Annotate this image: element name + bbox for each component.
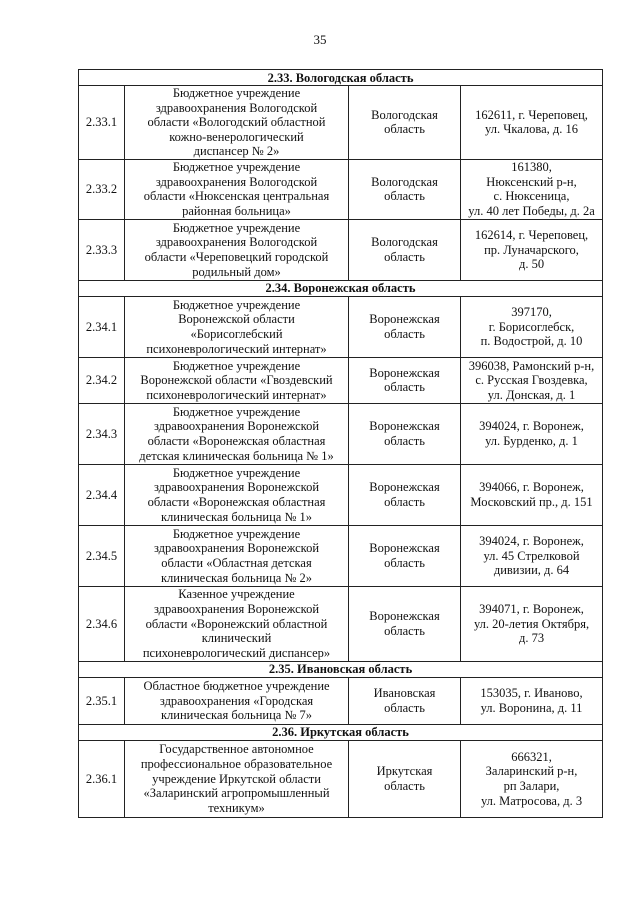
institution-name-line: психоневрологический интернат» [146,341,327,356]
address-line: 394071, г. Воронеж, [479,602,584,617]
address-line: п. Водострой, д. 10 [480,334,583,349]
registry-table [78,69,603,818]
institution-name-line: области «Нюксенская центральная [143,189,330,204]
address [461,357,603,403]
item-number: 2.36.1 [79,740,125,817]
address-line: Московский пр., д. 151 [470,494,593,509]
address-line: Заларинский р-н, [485,764,578,779]
region [349,740,461,817]
region-line: Воронежская [369,541,440,556]
region-line: Вологодская [371,235,438,250]
section-header-row [79,280,603,296]
section-header-row [79,70,603,86]
address-line: 394024, г. Воронеж, [479,419,584,434]
institution-name-line: Бюджетное учреждение [172,526,301,541]
region [349,586,461,661]
address [461,296,603,357]
registry-body [79,70,603,818]
address-line: 161380, [511,160,552,175]
address-line: ул. Чкалова, д. 16 [485,122,579,137]
institution-name [125,403,349,464]
institution-name-line: психоневрологический интернат» [146,387,327,402]
institution-name-line: здравоохранения Воронежской [153,602,320,617]
region-line: Иркутская [376,764,433,779]
item-number: 2.33.2 [79,159,125,219]
institution-name-line: Бюджетное учреждение [172,297,301,312]
institution-name-line: профессиональное образовательное [140,757,333,772]
region-line: Вологодская [371,174,438,189]
institution-name-line: Воронежской области «Гвоздевский [140,373,333,388]
region [349,86,461,160]
address [461,219,603,280]
region-line: область [384,122,425,137]
institution-name-line: Бюджетное учреждение [172,86,301,100]
institution-name-line: «Борисоглебский [190,326,283,341]
institution-name-line: кожно-венерологический [169,129,304,144]
region-line: Воронежская [369,419,440,434]
region-line: область [384,555,425,570]
institution-name-line: здравоохранения Вологодской [155,235,318,250]
institution-name-line: здравоохранения Вологодской [155,174,318,189]
table-row [79,159,603,219]
institution-name-line: здравоохранения Воронежской [153,480,320,495]
address [461,159,603,219]
institution-name-line: Областное бюджетное учреждение [143,679,330,694]
address-line: 153035, г. Иваново, [480,686,583,701]
item-number: 2.35.1 [79,677,125,724]
address-line: рп Залари, [503,778,560,793]
region-line: Воронежская [369,365,440,380]
table-row [79,586,603,661]
address-line: ул. Воронина, д. 11 [480,700,583,715]
institution-name [125,586,349,661]
item-number: 2.34.6 [79,586,125,661]
institution-name [125,677,349,724]
region [349,296,461,357]
address-line: ул. 40 лет Победы, д. 2а [468,204,595,219]
table-row [79,525,603,586]
address-line: с. Русская Гвоздевка, [475,373,588,388]
address [461,586,603,661]
institution-name-line: диспансер № 2» [193,144,280,159]
institution-name-line: «Заларинский агропромышленный [143,786,330,801]
institution-name-line: детская клиническая больница № 1» [139,448,334,463]
institution-name-line: здравоохранения Воронежской [153,419,320,434]
item-number: 2.34.2 [79,357,125,403]
region-line: область [384,778,425,793]
institution-name-line: клиническая больница № 7» [160,708,313,723]
region-line: область [384,623,425,638]
region-line: область [384,326,425,341]
institution-name-line: клиническая больница № 2» [160,570,313,585]
table-row [79,403,603,464]
page-number: 35 [313,32,327,47]
institution-name-line: клинический [201,631,272,646]
institution-name-line: Воронежской области [178,312,295,327]
table-row [79,219,603,280]
section-title: 2.33. Вологодская область [79,70,603,86]
institution-name-line: Казенное учреждение [178,587,295,602]
institution-name [125,296,349,357]
region-line: область [384,249,425,264]
institution-name-line: области «Воронежская областная [147,494,326,509]
institution-name-line: учреждение Иркутской области [152,771,321,786]
region-line: область [384,494,425,509]
institution-name-line: области «Областная детская [161,555,312,570]
institution-name-line: техникум» [208,800,265,815]
section-header-row [79,724,603,740]
institution-name [125,740,349,817]
region-line: область [384,433,425,448]
address [461,740,603,817]
item-number: 2.33.3 [79,219,125,280]
address [461,677,603,724]
address-line: пр. Луначарского, [484,242,579,257]
section-title: 2.34. Воронежская область [79,280,603,296]
table-row [79,296,603,357]
address-line: Нюксенский р-н, [486,174,577,189]
institution-name-line: районная больница» [182,204,291,219]
region-line: Воронежская [369,480,440,495]
institution-name [125,357,349,403]
region-line: Воронежская [369,312,440,327]
region [349,403,461,464]
institution-name-line: области «Воронежская областная [147,433,326,448]
address-line: ул. Донская, д. 1 [487,387,576,402]
institution-name-line: психоневрологический диспансер» [142,645,331,660]
address-line: 162611, г. Череповец, [475,107,588,122]
table-row [79,86,603,160]
address-line: д. 73 [518,631,545,646]
institution-name-line: Бюджетное учреждение [172,220,301,235]
region [349,219,461,280]
region-line: Вологодская [371,107,438,122]
address [461,464,603,525]
region-line: область [384,189,425,204]
institution-name-line: Бюджетное учреждение [172,465,301,480]
institution-name [125,159,349,219]
institution-name-line: области «Воронежский областной [145,616,328,631]
region [349,357,461,403]
institution-name [125,219,349,280]
institution-name [125,525,349,586]
table-row [79,357,603,403]
address [461,86,603,160]
address [461,525,603,586]
address-line: ул. Бурденко, д. 1 [485,433,578,448]
region [349,464,461,525]
address-line: г. Борисоглебск, [488,319,575,334]
item-number: 2.34.1 [79,296,125,357]
region-line: область [384,380,425,395]
address-line: 394024, г. Воронеж, [479,534,584,549]
institution-name-line: Бюджетное учреждение [172,358,301,373]
table-row [79,464,603,525]
address-line: ул. 20-летия Октября, [473,616,590,631]
institution-name-line: здравоохранения Вологодской [155,100,318,115]
address-line: с. Нюксеница, [493,189,570,204]
address-line: дивизии, д. 64 [493,563,570,578]
region [349,677,461,724]
section-title: 2.36. Иркутская область [79,724,603,740]
address-line: 394066, г. Воронеж, [479,480,584,495]
address-line: 396038, Рамонский р-н, [468,358,595,373]
institution-name-line: Бюджетное учреждение [172,404,301,419]
region-line: Воронежская [369,609,440,624]
institution-name [125,86,349,160]
institution-name [125,464,349,525]
region [349,525,461,586]
institution-name-line: здравоохранения Воронежской [153,541,320,556]
institution-name-line: клиническая больница № 1» [160,509,313,524]
institution-name-line: области «Вологодский областной [147,115,326,130]
region-line: Ивановская [373,686,436,701]
section-header-row [79,661,603,677]
item-number: 2.34.4 [79,464,125,525]
address-line: д. 50 [518,257,545,272]
table-row [79,677,603,724]
region [349,159,461,219]
address-line: ул. Матросова, д. 3 [480,793,583,808]
item-number: 2.34.3 [79,403,125,464]
address-line: 666321, [511,749,552,764]
address [461,403,603,464]
region-line: область [384,700,425,715]
address-line: 162614, г. Череповец, [474,228,589,243]
institution-name-line: родильный дом» [192,264,281,279]
address-line: ул. 45 Стрелковой [483,548,580,563]
item-number: 2.33.1 [79,86,125,160]
institution-name-line: Государственное автономное [159,742,314,757]
address-line: 397170, [511,305,552,320]
item-number: 2.34.5 [79,525,125,586]
institution-name-line: области «Череповецкий городской [144,249,329,264]
institution-name-line: здравоохранения «Городская [159,693,314,708]
section-title: 2.35. Ивановская область [79,661,603,677]
institution-name-line: Бюджетное учреждение [172,160,301,175]
table-row [79,740,603,817]
